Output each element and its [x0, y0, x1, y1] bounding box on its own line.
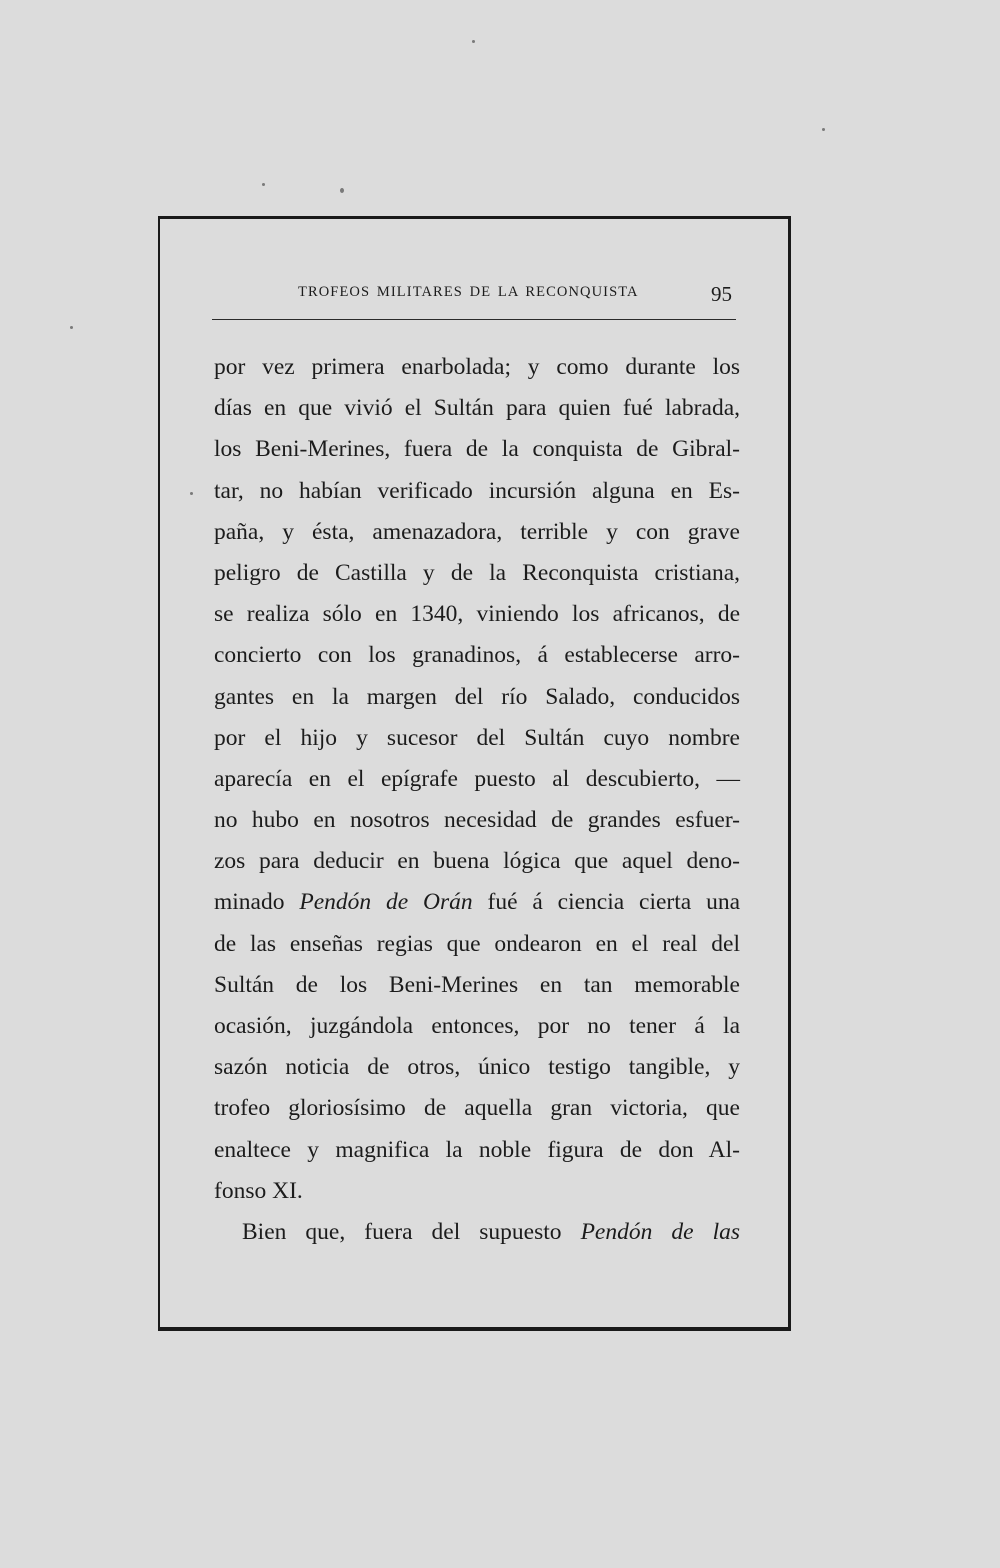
paper-speck [472, 40, 475, 43]
paper-speck [70, 326, 73, 329]
text-line: tar, no habían verificado incursión alguna en Es- [214, 477, 740, 504]
paragraph-start-line [214, 1212, 740, 1253]
text-line: trofeo gloriosísimo de aquella gran victoria, que [214, 1095, 740, 1122]
paper-speck [262, 183, 265, 186]
text-line: zos para deducir en buena lógica que aquel deno- [214, 848, 740, 875]
text-line: no hubo en nosotros necesidad de grandes esfuer- [214, 807, 740, 834]
text-line: ocasión, juzgándola entonces, por no tener á la [214, 1013, 740, 1039]
text-line: peligro de Castilla y de la Reconquista cristiana, [214, 559, 740, 586]
text-line: por el hijo y sucesor del Sultán cuyo nombre [214, 724, 740, 751]
text-line: paña, y ésta, amenazadora, terrible y con grave [214, 518, 740, 545]
page-number: 95 [711, 282, 732, 306]
text-line: gantes en la margen del río Salado, conducidos [214, 683, 740, 710]
text-line: se realiza sólo en 1340, viniendo los africanos, de [214, 601, 740, 628]
paper-speck [190, 492, 193, 495]
text-line: días en que vivió el Sultán para quien fué labrada, [214, 395, 740, 422]
header-rule [212, 319, 736, 320]
text-line: aparecía en el epígrafe puesto al descubierto, — [214, 765, 740, 792]
text-line: fonso XI. [214, 1177, 303, 1204]
body-text [214, 347, 740, 1253]
text-line: los Beni-Merines, fuera de la conquista de Gibral- [214, 436, 740, 463]
line-text-after: fué á ciencia cierta una [487, 889, 741, 916]
running-head [212, 282, 738, 312]
line-text-before: minado [214, 889, 285, 916]
text-line: de las enseñas regias que ondearon en el real del [214, 930, 740, 957]
paper-speck [340, 188, 344, 193]
line-text-before: Bien que, fuera del supuesto [242, 1218, 562, 1245]
text-line: concierto con los granadinos, á establecerse arro- [214, 642, 740, 669]
running-title: TROFEOS MILITARES DE LA RECONQUISTA [298, 284, 639, 300]
text-line-italic-title [214, 882, 740, 923]
italic-title: Pendón de las [580, 1218, 741, 1245]
italic-title: Pendón de Orán [299, 889, 473, 916]
paper-speck [822, 128, 825, 131]
text-line: enaltece y magnifica la noble figura de don Al- [214, 1136, 740, 1163]
text-line: Sultán de los Beni-Merines en tan memorable [214, 971, 740, 998]
text-line: sazón noticia de otros, único testigo tangible, y [214, 1054, 740, 1081]
text-line: por vez primera enarbolada; y como durante los [214, 354, 740, 380]
